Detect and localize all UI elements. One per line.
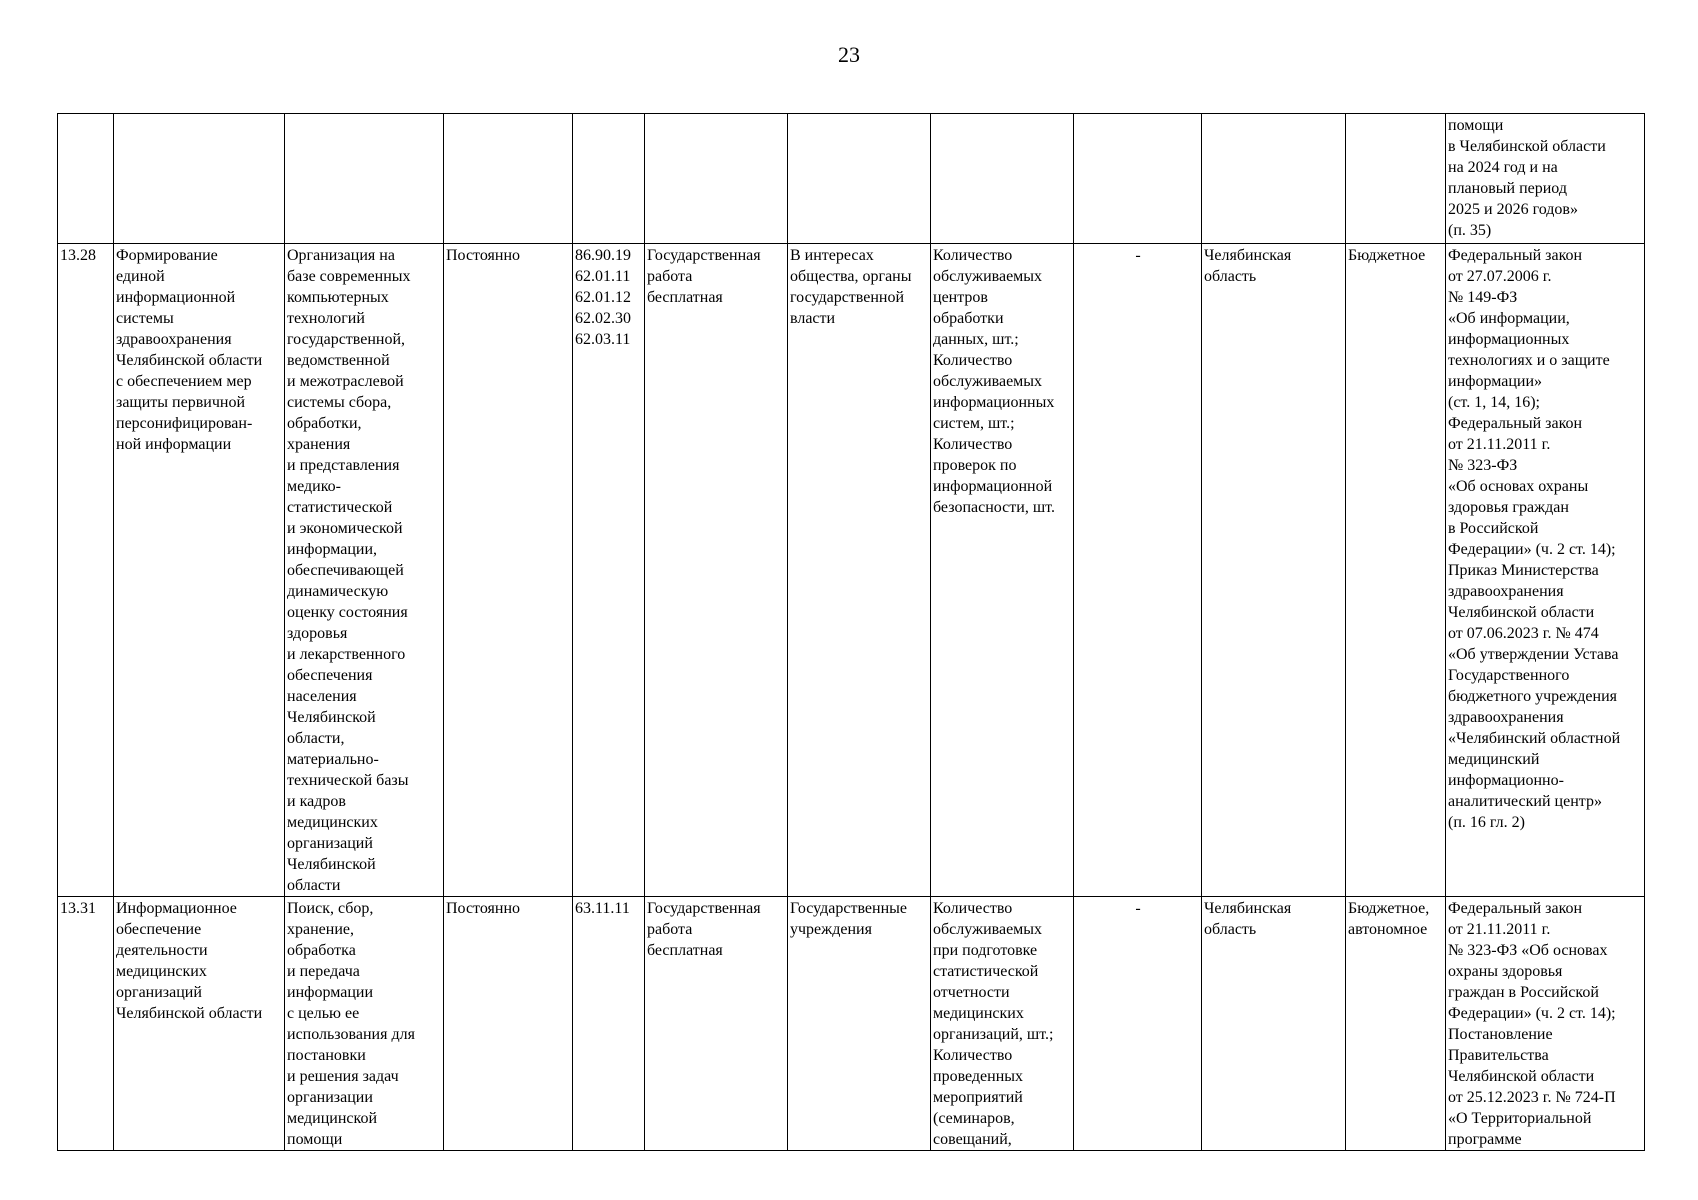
cell-content: Организация на базе современных компьютерных технологий государственной, ведомственной и межотраслевой системы сбора, обработки, хранения и представления медико- статистической и экономической информации, обеспечивающей динамическую оценку состояния здоровья и лекарственного обеспечения населения Челябинской области, материально- технической базы и кадров медицинских организаций Челябинской области (285, 244, 444, 897)
cell-legal-basis: Федеральный закон от 21.11.2011 г. № 323-ФЗ «Об основах охраны здоровья граждан в Российской Федерации» (ч. 2 ст. 14); Постановление Правительства Челябинской области от 25.12.2023 г. № 724-П «О Территориальной программе (1446, 897, 1645, 1151)
cell-indicators: Количество обслуживаемых при подготовке статистической отчетности медицинских организаций, шт.; Количество проведенных мероприятий (семинаров, совещаний, (931, 897, 1074, 1151)
cell-okved: 63.11.11 (573, 897, 645, 1151)
page-number: 23 (838, 42, 860, 67)
cell-territory (1202, 114, 1346, 244)
cell-extra: - (1074, 244, 1202, 897)
cell-number: 13.28 (58, 244, 114, 897)
cell-consumers (788, 114, 931, 244)
cell-legal-basis: помощи в Челябинской области на 2024 год и на плановый период 2025 и 2026 годов» (п. 35) (1446, 114, 1645, 244)
cell-consumers: В интересах общества, органы государственной власти (788, 244, 931, 897)
cell-type: Государственная работа бесплатная (645, 897, 788, 1151)
cell-term: Постоянно (444, 244, 573, 897)
cell-indicators: Количество обслуживаемых центров обработки данных, шт.; Количество обслуживаемых информационных систем, шт.; Количество проверок по информационной безопасности, шт. (931, 244, 1074, 897)
cell-institution-type (1346, 114, 1446, 244)
cell-name: Формирование единой информационной системы здравоохранения Челябинской области с обеспечением мер защиты первичной персонифицирован- ной информации (114, 244, 285, 897)
cell-territory: Челябинская область (1202, 897, 1346, 1151)
cell-number (58, 114, 114, 244)
cell-consumers: Государственные учреждения (788, 897, 931, 1151)
cell-legal-basis: Федеральный закон от 27.07.2006 г. № 149-ФЗ «Об информации, информационных технологиях и о защите информации» (ст. 1, 14, 16); Федеральный закон от 21.11.2011 г. № 323-ФЗ «Об основах охраны здоровья граждан в Российской Федерации» (ч. 2 ст. 14); Приказ Министерства здравоохранения Челябинской области от 07.06.2023 г. № 474 «Об утверждении Устава Государственного бюджетного учреждения здравоохранения «Челябинский областной медицинский информационно- аналитический центр» (п. 16 гл. 2) (1446, 244, 1645, 897)
cell-territory: Челябинская область (1202, 244, 1346, 897)
cell-name (114, 114, 285, 244)
cell-institution-type: Бюджетное, автономное (1346, 897, 1446, 1151)
cell-term (444, 114, 573, 244)
table-row (58, 897, 1645, 1151)
cell-type (645, 114, 788, 244)
cell-type: Государственная работа бесплатная (645, 244, 788, 897)
table-row (58, 244, 1645, 897)
cell-okved: 86.90.19 62.01.11 62.01.12 62.02.30 62.03.11 (573, 244, 645, 897)
cell-extra: - (1074, 897, 1202, 1151)
cell-indicators (931, 114, 1074, 244)
services-table (57, 113, 1645, 1151)
cell-extra (1074, 114, 1202, 244)
cell-content: Поиск, сбор, хранение, обработка и передача информации с целью ее использования для постановки и решения задач организации медицинской помощи (285, 897, 444, 1151)
cell-content (285, 114, 444, 244)
cell-term: Постоянно (444, 897, 573, 1151)
cell-number: 13.31 (58, 897, 114, 1151)
cell-institution-type: Бюджетное (1346, 244, 1446, 897)
cell-okved (573, 114, 645, 244)
cell-name: Информационное обеспечение деятельности медицинских организаций Челябинской области (114, 897, 285, 1151)
table-row-continuation (58, 114, 1645, 244)
